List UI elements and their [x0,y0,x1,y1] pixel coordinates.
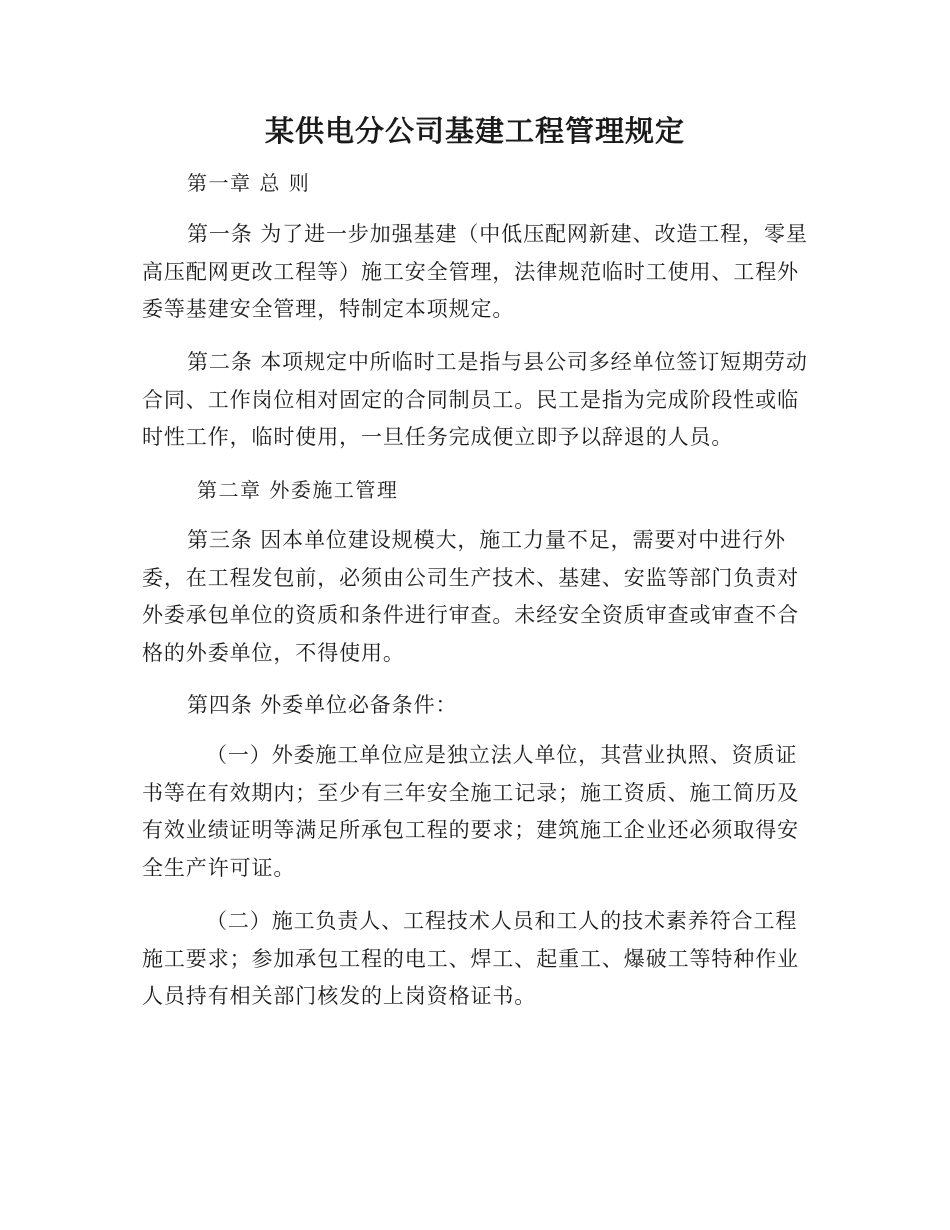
chapter-2-heading: 第二章 外委施工管理 [197,478,399,502]
article-4-item-1: （一）外委施工单位应是独立法人单位，其营业执照、资质证书等在有效期内；至少有三年安全施工记录；施工资质、施工简历及有效业绩证明等满足所承包工程的要求；建筑施工企业还必须取得安全生产许可证。 [142,743,799,880]
article-4-item-2: （二）施工负责人、工程技术人员和工人的技术素养符合工程施工要求；参加承包工程的电工、焊工、起重工、爆破工等特种作业人员持有相关部门核发的上岗资格证书。 [142,909,799,1008]
document-title: 某供电分公司基建工程管理规定 [264,114,685,148]
article-3-paragraph: 第三条 因本单位建设规模大，施工力量不足，需要对中进行外委，在工程发包前，必须由公司生产技术、基建、安监等部门负责对外委承包单位的资质和条件进行审查。未经安全资质审查或审查不合格的外委单位，不得使用。 [142,528,799,665]
article-2-paragraph: 第二条 本项规定中所临时工是指与县公司多经单位签订短期劳动合同、工作岗位相对固定的合同制员工。民工是指为完成阶段性或临时性工作，临时使用，一旦任务完成便立即予以辞退的人员。 [142,350,808,449]
chapter-1-heading: 第一章 总 则 [187,171,311,195]
article-4-paragraph: 第四条 外委单位必备条件： [187,693,458,717]
article-1-paragraph: 第一条 为了进一步加强基建（中低压配网新建、改造工程，零星高压配网更改工程等）施工安全管理，法律规范临时工使用、工程外委等基建安全管理，特制定本项规定。 [142,222,808,321]
